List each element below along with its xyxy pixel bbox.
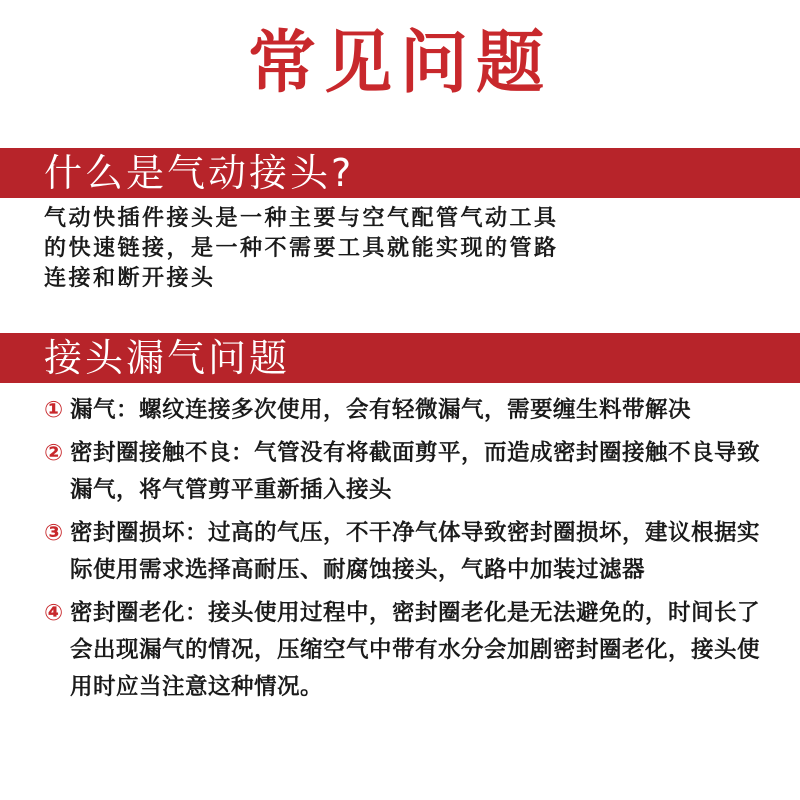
issue-text: 密封圈老化：接头使用过程中，密封圈老化是无法避免的，时间长了会出现漏气的情况，压缩空气中带有水分会加剧密封圈老化，接头使用时应当注意这种情况。 [70, 600, 761, 700]
issue-number: ① [44, 397, 64, 423]
issue-number: ③ [44, 520, 64, 546]
issue-number: ④ [44, 600, 64, 626]
issue-item [0, 515, 800, 589]
intro-line: 连接和断开接头 [44, 266, 216, 291]
issue-text: 密封圈损坏：过高的气压，不干净气体导致密封圈损坏，建议根据实际使用需求选择高耐压、耐腐蚀接头，气路中加装过滤器 [70, 520, 761, 583]
issue-item [0, 595, 800, 706]
issue-item [0, 435, 800, 509]
issue-list [0, 392, 800, 712]
intro-line: 气动快插件接头是一种主要与空气配管气动工具 [44, 206, 559, 231]
issue-item [0, 392, 800, 429]
page-title: 常见问题 [247, 24, 552, 103]
issue-number: ② [44, 440, 64, 466]
section-heading-what-is: 什么是气动接头? [0, 148, 800, 198]
intro-paragraph [44, 204, 734, 294]
issue-text: 密封圈接触不良：气管没有将截面剪平，而造成密封圈接触不良导致漏气，将气管剪平重新插入接头 [70, 440, 761, 503]
section-heading-leak: 接头漏气问题 [0, 333, 800, 383]
intro-line: 的快速链接，是一种不需要工具就能实现的管路 [44, 236, 559, 261]
issue-text: 漏气：螺纹连接多次使用，会有轻微漏气，需要缠生料带解决 [70, 397, 692, 423]
